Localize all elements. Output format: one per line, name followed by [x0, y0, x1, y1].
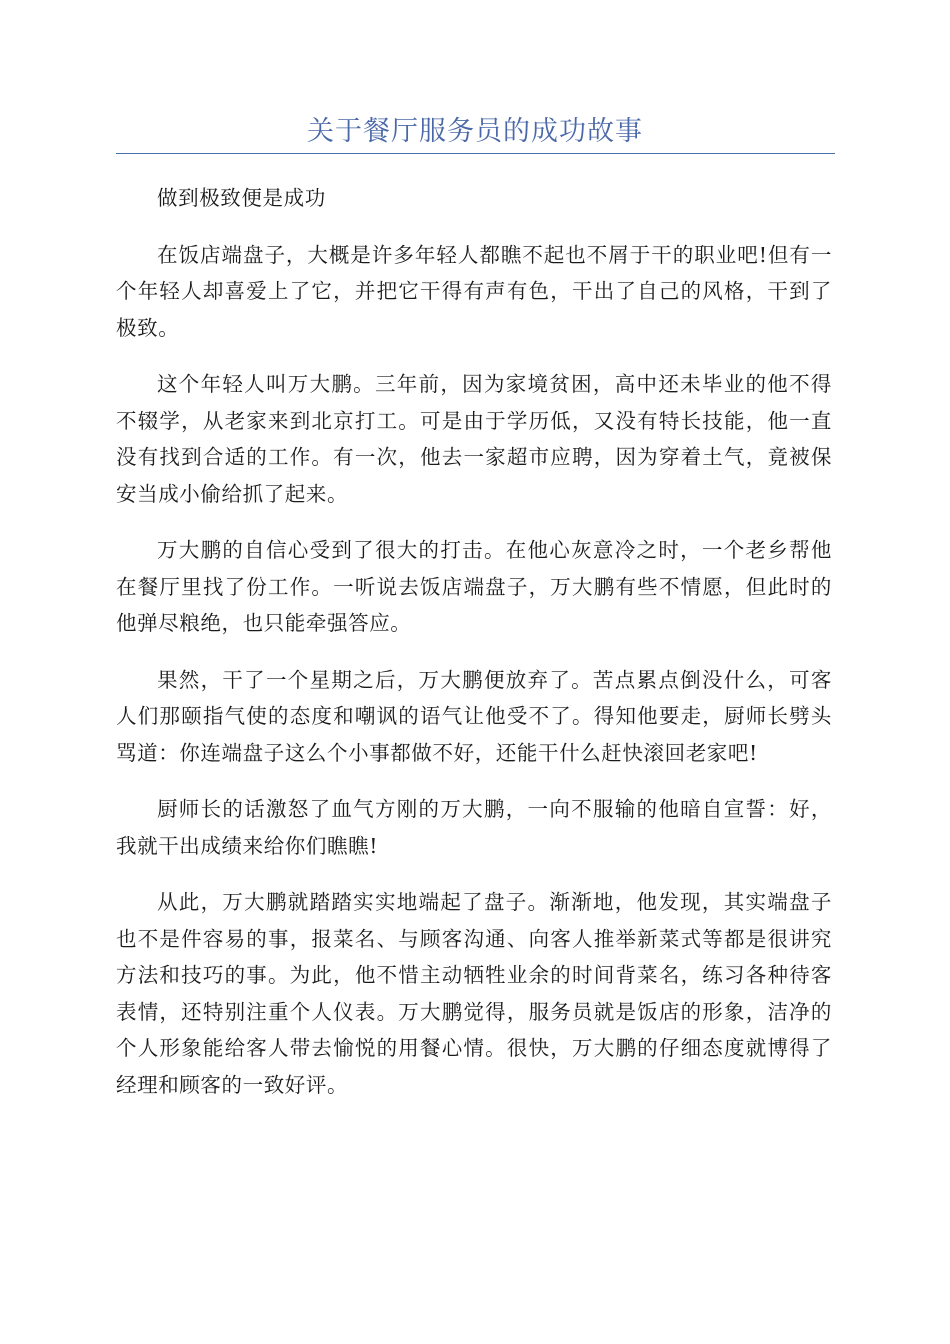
paragraph: 果然，干了一个星期之后，万大鹏便放弃了。苦点累点倒没什么，可客人们那颐指气使的态度和嘲讽的语气让他受不了。得知他要走，厨师长劈头骂道：你连端盘子这么个小事都做不好，还能干什么赶快滚回老家吧!	[116, 667, 832, 765]
document-body	[116, 180, 832, 1123]
paragraph: 在饭店端盘子，大概是许多年轻人都瞧不起也不屑于干的职业吧!但有一个年轻人却喜爱上了它，并把它干得有声有色，干出了自己的风格，干到了极致。	[116, 242, 832, 340]
paragraph: 万大鹏的自信心受到了很大的打击。在他心灰意冷之时，一个老乡帮他在餐厅里找了份工作。一听说去饭店端盘子，万大鹏有些不情愿，但此时的他弹尽粮绝，也只能牵强答应。	[116, 538, 832, 635]
title-underline	[116, 153, 835, 154]
paragraph: 从此，万大鹏就踏踏实实地端起了盘子。渐渐地，他发现，其实端盘子也不是件容易的事，报菜名、与顾客沟通、向客人推举新菜式等都是很讲究方法和技巧的事。为此，他不惜主动牺牲业余的时间背菜名，练习各种待客表情，还特别注重个人仪表。万大鹏觉得，服务员就是饭店的形象，洁净的个人形象能给客人带去愉悦的用餐心情。很快，万大鹏的仔细态度就博得了经理和顾客的一致好评。	[116, 890, 832, 1097]
paragraph-subtitle: 做到极致便是成功	[157, 186, 326, 210]
paragraph: 这个年轻人叫万大鹏。三年前，因为家境贫困，高中还未毕业的他不得不辍学，从老家来到北京打工。可是由于学历低，又没有特长技能，他一直没有找到合适的工作。有一次，他去一家超市应聘，因为穿着土气，竟被保安当成小偷给抓了起来。	[116, 372, 832, 506]
document-title: 关于餐厅服务员的成功故事	[307, 116, 643, 147]
paragraph: 厨师长的话激怒了血气方刚的万大鹏，一向不服输的他暗自宣誓：好，我就干出成绩来给你们瞧瞧!	[116, 797, 832, 858]
